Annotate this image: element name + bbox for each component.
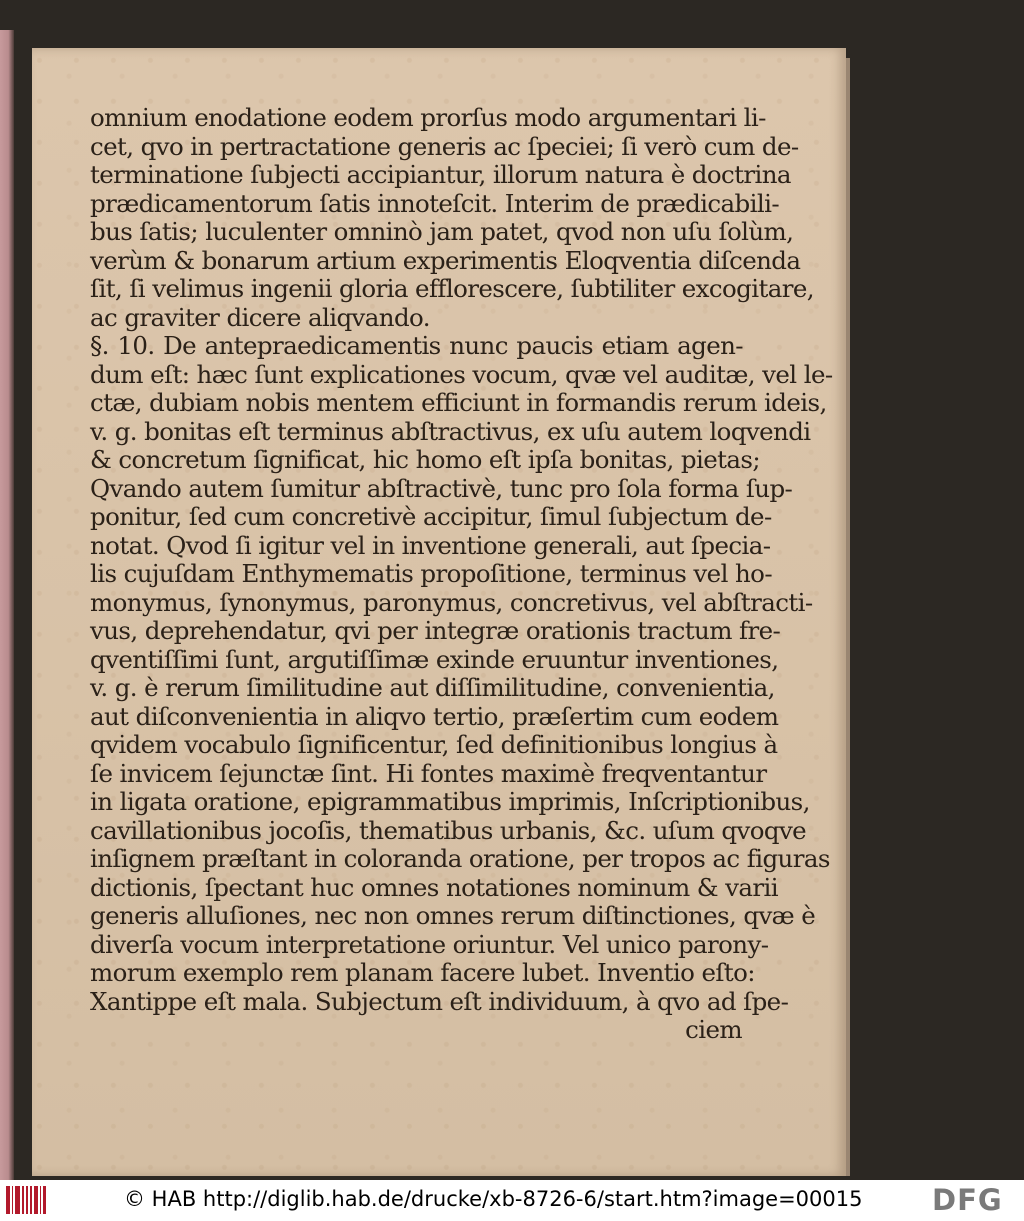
text-line: vus, deprehendatur, qvi per integræ orationis tractum fre- xyxy=(90,616,781,645)
text-line: terminatione ſubjecti accipiantur, illorum natura è doctrina xyxy=(90,160,791,189)
text-line: v. g. è rerum ſimilitudine aut diſſimilitudine, convenientia, xyxy=(90,673,775,702)
text-line: diverſa vocum interpretatione oriuntur. Vel unico parony- xyxy=(90,929,769,959)
text-line: ſe invicem ſejunctæ ſint. Hi fontes maximè freqventantur xyxy=(90,758,767,788)
text-line: lis cujuſdam Enthymematis propoſitione, terminus vel ho- xyxy=(90,559,773,588)
text-line: ſit, ſi velimus ingenii gloria efflorescere, ſubtiliter excogitare, xyxy=(90,274,814,303)
text-line: v. g. bonitas eſt terminus abſtractivus, ex uſu autem loqvendi xyxy=(90,416,811,446)
text-line: monymus, ſynonymus, paronymus, concretivus, vel abſtracti- xyxy=(90,587,813,617)
book-page xyxy=(32,48,846,1176)
text-line: & concretum ſignificat, hic homo eſt ipſa bonitas, pietas; xyxy=(90,445,761,474)
text-line: bus ſatis; luculenter omninò jam patet, qvod non uſu ſolùm, xyxy=(90,217,794,246)
text-line: ponitur, ſed cum concretivè accipitur, ſimul ſubjectum de- xyxy=(90,502,772,531)
text-line: Xantippe eſt mala. Subjectum eſt individuum, à qvo ad ſpe- xyxy=(90,986,789,1016)
text-line: dum eſt: hæc ſunt explicationes vocum, qvæ vel auditæ, vel le- xyxy=(90,359,833,389)
text-line: prædicamentorum ſatis innoteſcit. Interim de prædicabili- xyxy=(90,188,780,218)
left-page-edge xyxy=(0,30,14,1180)
text-line: morum exemplo rem planam facere lubet. Inventio eſto: xyxy=(90,958,755,987)
dfg-logo: DFG xyxy=(932,1183,1003,1217)
text-line: §. 10. De antepraedicamentis nunc paucis etiam agen- xyxy=(90,331,743,360)
catchword: ciem xyxy=(685,1015,742,1044)
text-line: Qvando autem ſumitur abſtractivè, tunc pro ſola forma ſup- xyxy=(90,473,793,503)
text-line: qventiſſimi ſunt, argutiſſimæ exinde eruuntur inventiones, xyxy=(90,644,779,674)
text-line: omnium enodatione eodem prorſus modo argumentari li- xyxy=(90,103,766,132)
text-line: qvidem vocabulo ſignificentur, ſed definitionibus longius à xyxy=(90,730,778,759)
text-line: verùm & bonarum artium experimentis Eloqventia diſcenda xyxy=(90,245,801,275)
text-line: dictionis, ſpectant huc omnes notationes nominum & varii xyxy=(90,872,779,902)
text-line: notat. Qvod ſi igitur vel in inventione generali, aut ſpecia- xyxy=(90,530,771,560)
text-line: ac graviter dicere aliqvando. xyxy=(90,302,430,332)
text-line: generis alluſiones, nec non omnes rerum diſtinctiones, qvæ è xyxy=(90,901,816,930)
text-line: ctæ, dubiam nobis mentem efficiunt in formandis rerum ideis, xyxy=(90,388,827,417)
page-right-edge xyxy=(846,58,850,1176)
text-line: inſignem præſtant in coloranda oratione, per tropos ac figuras xyxy=(90,844,830,873)
hab-logo-icon xyxy=(6,1186,46,1214)
text-line: aut diſconvenientia in aliqvo tertio, præſertim cum eodem xyxy=(90,701,779,731)
text-line: cet, qvo in pertractatione generis ac ſpeciei; ſi verò cum de- xyxy=(90,131,799,161)
text-line: in ligata oratione, epigrammatibus imprimis, Inſcriptionibus, xyxy=(90,787,810,816)
text-line: cavillationibus jocoſis, thematibus urbanis, &c. uſum qvoqve xyxy=(90,815,807,845)
footer-copyright-url[interactable]: © HAB http://diglib.hab.de/drucke/xb-8726-6/start.htm?image=00015 xyxy=(124,1187,863,1211)
footer-bar xyxy=(0,1180,1024,1221)
